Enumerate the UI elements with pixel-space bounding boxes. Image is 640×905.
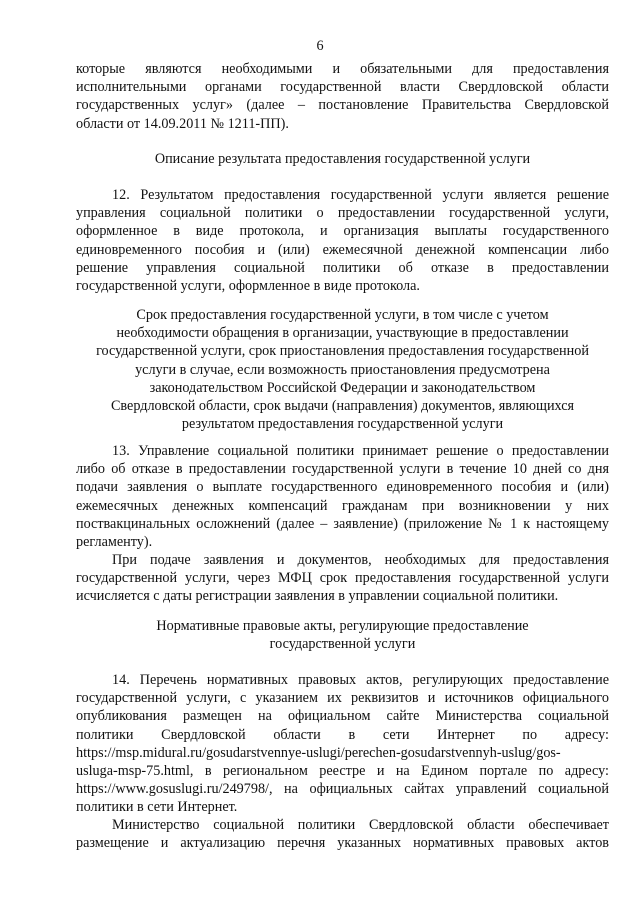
text-line: Министерство социальной политики Свердловской области обеспечивает	[112, 817, 609, 833]
heading-term	[76, 306, 609, 433]
text-line: единовременного пособия и (или) ежемесячной денежной компенсации либо	[76, 241, 609, 258]
heading-result: Описание результата предоставления государственной услуги	[154, 151, 531, 167]
heading-line: Срок предоставления государственной услуги, в том числе с учетом	[136, 307, 549, 323]
text-line: подачи заявления о выплате государственного единовременного пособия и (или)	[76, 479, 609, 496]
text-line: опубликования размещен на официальном сайте Министерства социальной	[76, 708, 609, 725]
text-line: государственной услуги, через МФЦ срок предоставления государственной услуги	[76, 570, 609, 587]
text-line: ежемесячных денежных компенсаций гражданам при возникновении у них	[76, 497, 609, 514]
text-line: политики в сети Интернет.	[76, 799, 238, 816]
text-line: которые являются необходимыми и обязательными для предоставления	[76, 61, 609, 77]
heading-line: законодательством Российской Федерации и законодательством	[149, 379, 536, 396]
text-line: государственных услуг» (далее – постановление Правительства Свердловской	[76, 97, 609, 114]
text-line: оформленное в виде протокола, и организация выплаты государственного	[76, 223, 609, 240]
text-line: размещение и актуализацию перечня указанных нормативных правовых актов	[76, 835, 609, 852]
text-line: государственной услуги, с указанием их реквизитов и источников официального	[76, 690, 609, 707]
text-line: области от 14.09.2011 № 1211-ПП).	[76, 115, 289, 132]
text-line: регламенту).	[76, 534, 153, 551]
text-line: 13. Управление социальной политики принимает решение о предоставлении	[112, 443, 609, 459]
page-number: 6	[316, 38, 324, 54]
text-line: управления социальной политики о предоставлении государственной услуги,	[76, 205, 609, 222]
text-line: 12. Результатом предоставления государственной услуги является решение	[112, 187, 609, 203]
intro-paragraph	[76, 60, 609, 133]
heading-line: Свердловской области, срок выдачи (направления) документов, являющихся	[110, 398, 575, 415]
text-line: https://msp.midural.ru/gosudarstvennye-uslugi/perechen-gosudarstvennyh-uslug/gos-	[76, 744, 561, 761]
text-line: При подаче заявления и документов, необходимых для предоставления	[112, 552, 609, 568]
paragraph-12	[76, 186, 609, 295]
text-line: https://www.gosuslugi.ru/249798/, на официальных сайтах управлений социальной	[76, 781, 609, 798]
text-line: политики Свердловской области в сети Интернет по адресу:	[76, 726, 609, 743]
paragraph-15	[76, 816, 609, 852]
paragraph-13-mfc	[76, 551, 609, 606]
text-line: либо об отказе в предоставлении государственной услуги в течение 10 дней со дня	[76, 461, 609, 478]
text-line: решение управления социальной политики об отказе в предоставлении	[76, 259, 609, 276]
heading-line: государственной услуги, срок приостановления предоставления государственной	[96, 343, 589, 360]
paragraph-13	[76, 442, 609, 551]
heading-line: Нормативные правовые акты, регулирующие предоставление	[156, 618, 529, 634]
text-line: государственной услуги, оформленное в виде протокола.	[76, 278, 420, 295]
text-line: 14. Перечень нормативных правовых актов, регулирующих предоставление	[112, 672, 609, 688]
heading-acts	[76, 617, 609, 653]
text-line: usluga-msp-75.html, в региональном реестре и на Едином портале по адресу:	[76, 763, 609, 780]
text-line: исчисляется с даты регистрации заявления в управлении социальной политики.	[76, 588, 559, 605]
text-line: исполнительными органами государственной власти Свердловской области	[76, 79, 609, 96]
heading-line: услуги в случае, если возможность приостановления предусмотрена	[135, 361, 550, 378]
heading-line: результатом предоставления государственной услуги	[181, 416, 504, 433]
heading-line: государственной услуги	[269, 636, 416, 653]
heading-line: необходимости обращения в организации, участвующие в предоставлении	[116, 325, 569, 342]
paragraph-14	[76, 671, 609, 817]
text-line: поствакцинальных осложнений (далее – заявление) (приложение № 1 к настоящему	[76, 515, 609, 532]
